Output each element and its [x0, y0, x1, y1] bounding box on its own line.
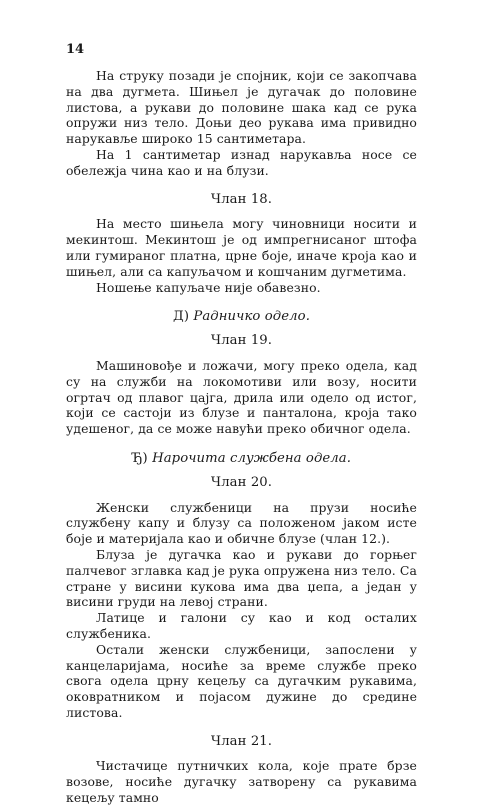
paragraph: На струку позади је спојник, који се закопчава на два дугмета. Шињел је дугачак до половине листова, а рукави до половине шака кад се рука опружи низ тело. Доњи део рукава има привидно нарукавље широко 15 сантиметара. — [66, 68, 417, 147]
article-heading: Члан 18. — [210, 191, 273, 207]
page-body — [66, 68, 417, 806]
section-title: Нарочита службена одела. — [152, 450, 352, 466]
paragraph: Остали женски службеници, запослени у канцеларијама, носиће за време службе преко свога одела црну кецељу са дугачким рукавима, оковратником и појасом дужине до средине листова. — [66, 641, 417, 720]
paragraph: Машиновође и ложачи, могу преко одела, кад су на служби на локомотиви или возу, носити огртач од плавог цајга, дрила или одело од истог, који се састоји из блузе и панталона, кроја тако удешеног, да се може навући преко обичног одела. — [66, 357, 417, 437]
section-heading — [66, 309, 417, 325]
article-heading: Члан 19. — [210, 333, 273, 349]
paragraph: Женски службеници на прузи носиће службену капу и блузу са положеном јаком исте боје и материјала као и обичне блузе (члан 12.). — [66, 499, 417, 547]
paragraph: На 1 сантиметар изнад нарукавља носе се обележја чина као и на блузи. — [66, 146, 417, 178]
paragraph: Ношење капуљаче није обавезно. — [96, 279, 321, 295]
article-heading: Члан 20. — [210, 474, 273, 490]
paragraph: На место шињела могу чиновници носити и мекинтош. Мекинтош је од импрегнисаног штофа или гумираног платна, црне боје, иначе кроја као и шињел, али са капуљачом и кошчаним дугметима. — [66, 216, 417, 279]
section-heading — [66, 451, 417, 467]
article-heading: Члан 21. — [210, 733, 273, 749]
page-number: 14 — [66, 42, 85, 57]
paragraph: Латице и галони су као и код осталих службеника. — [66, 610, 417, 641]
paragraph: Чистачице путничких кола, које прате брзе возове, носиће дугачку затворену са рукавима кецељу тамно — [66, 758, 417, 806]
section-title: Радничко одело. — [193, 309, 310, 325]
section-letter: Ђ) — [131, 450, 148, 466]
section-letter: Д) — [173, 309, 190, 325]
paragraph: Блуза је дугачка као и рукави до горњег палчевог зглавка кад је рука опружена низ тело. Са стране у висини кукова има два џепа, а један у висини груди на левој страни. — [66, 546, 417, 610]
